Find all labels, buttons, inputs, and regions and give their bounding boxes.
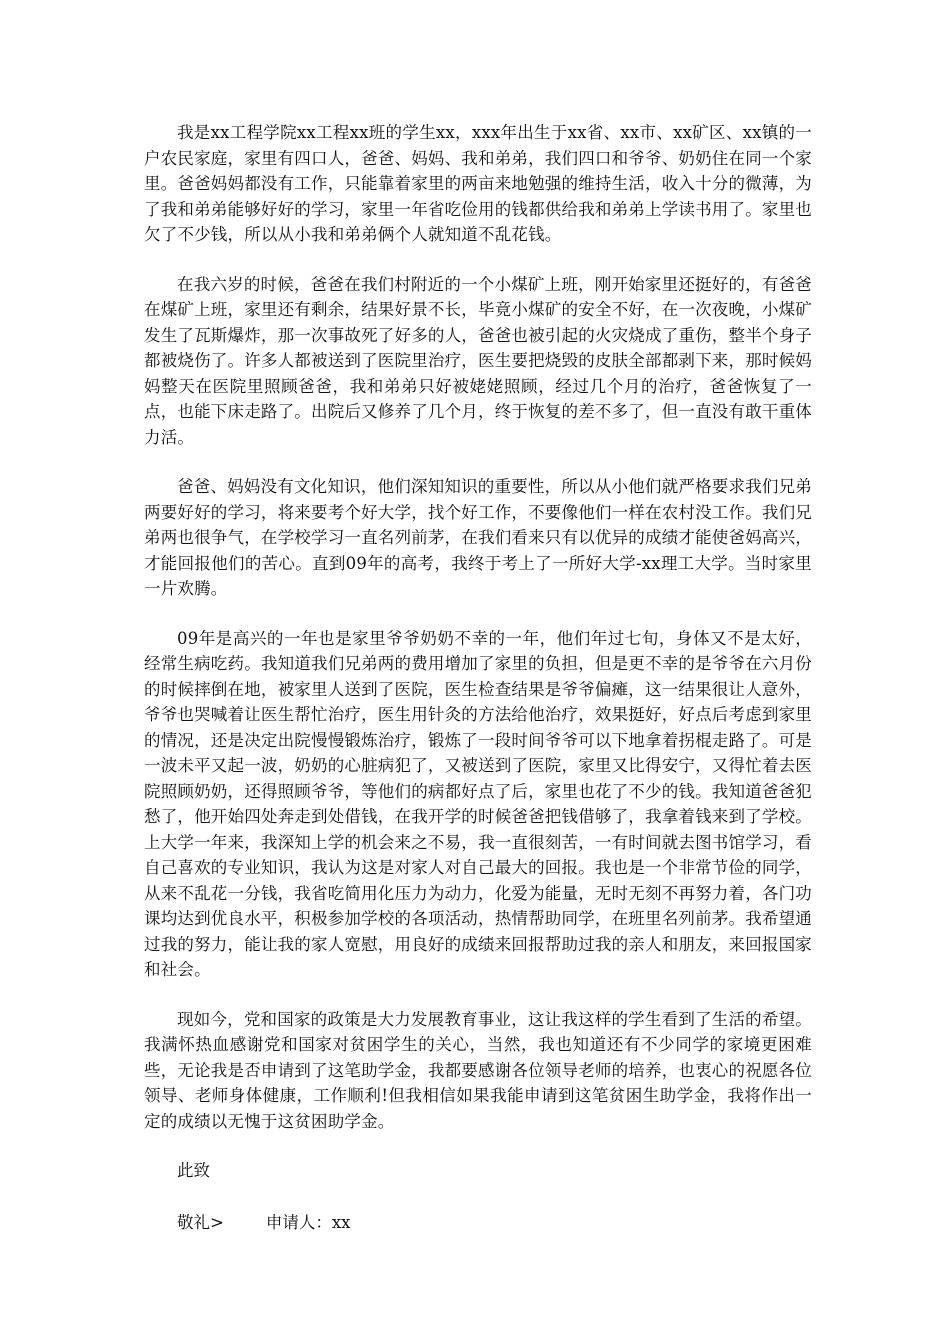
salutation-text: 敬礼> bbox=[177, 1212, 224, 1232]
signature-line bbox=[144, 1210, 812, 1236]
applicant-name: xx bbox=[331, 1212, 351, 1232]
paragraph-2: 在我六岁的时候，爸爸在我们村附近的一个小煤矿上班，刚开始家里还挺好的，有爸爸在煤矿上班，家里还有剩余，结果好景不长，毕竟小煤矿的安全不好，在一次夜晚，小煤矿发生了瓦斯爆炸，那一次事故死了好多的人，爸爸也被引起的火灾烧成了重伤，整半个身子都被烧伤了。许多人都被送到了医院里治疗，医生要把烧毁的皮肤全部都剥下来，那时候妈妈整天在医院里照顾爸爸，我和弟弟只好被姥姥照顾，经过几个月的治疗，爸爸恢复了一点，也能下床走路了。出院后又修养了几个月，终于恢复的差不多了，但一直没有敢干重体力活。 bbox=[144, 274, 812, 447]
applicant-label: 申请人： bbox=[265, 1212, 332, 1232]
letter-body bbox=[144, 120, 812, 1235]
paragraph-4: 09年是高兴的一年也是家里爷爷奶奶不幸的一年，他们年过七旬，身体又不是太好，经常生病吃药。我知道我们兄弟两的费用增加了家里的负担，但是更不幸的是爷爷在六月份的时候摔倒在地，被家里人送到了医院，医生检查结果是爷爷偏瘫，这一结果很让人意外，爷爷也哭喊着让医生帮忙治疗，医生用针灸的方法给他治疗，效果挺好，好点后考虑到家里的情况，还是决定出院慢慢锻炼治疗，锻炼了一段时间爷爷可以下地拿着拐棍走路了。可是一波未平又起一波，奶奶的心脏病犯了，又被送到了医院，家里又比得安宁，又得忙着去医院照顾奶奶，还得照顾爷爷，等他们的病都好点了后，家里也花了不少的钱。我知道爸爸犯愁了，他开始四处奔走到处借钱，在我开学的时候爸爸把钱借够了，我拿着钱来到了学校。上大学一年来，我深知上学的机会来之不易，我一直很刻苦，一有时间就去图书馆学习，看自己喜欢的专业知识，我认为这是对家人对自己最大的回报。我也是一个非常节俭的同学，从来不乱花一分钱，我省吃简用化压力为动力，化爱为能量，无时无刻不再努力着，各门功课均达到优良水平，积极参加学校的各项活动，热情帮助同学，在班里名列前茅。我希望通过我的努力，能让我的家人宽慰，用良好的成绩来回报帮助过我的亲人和朋友，来回报国家和社会。 bbox=[144, 628, 812, 979]
paragraph-3: 爸爸、妈妈没有文化知识，他们深知知识的重要性，所以从小他们就严格要求我们兄弟两要好好的学习，将来要考个好大学，找个好工作，不要像他们一样在农村没工作。我们兄弟两也很争气，在学校学习一直名列前茅，在我们看来只有以优异的成绩才能使爸妈高兴，才能回报他们的苦心。直到09年的高考，我终于考上了一所好大学-xx理工大学。当时家里一片欢腾。 bbox=[144, 477, 812, 598]
paragraph-5: 现如今，党和国家的政策是大力发展教育事业，这让我这样的学生看到了生活的希望。我满怀热血感谢党和国家对贫困学生的关心，当然，我也知道还有不少同学的家境更困难些，无论我是否申请到了这笔助学金，我都要感谢各位领导老师的培养，也衷心的祝愿各位领导、老师身体健康，工作顺利!但我相信如果我能申请到这笔贫困生助学金，我将作出一定的成绩以无愧于这贫困助学金。 bbox=[144, 1009, 812, 1131]
closing-text: 此致 bbox=[177, 1161, 210, 1180]
paragraph-1: 我是xx工程学院xx工程xx班的学生xx，xxx年出生于xx省、xx市、xx矿区、xx镇的一户农民家庭，家里有四口人，爸爸、妈妈、我和弟弟，我们四口和爷爷、奶奶住在同一个家里。爸爸妈妈都没有工作，只能靠着家里的两亩来地勉强的维持生活，收入十分的微薄，为了我和弟弟能够好好的学习，家里一年省吃俭用的钱都供给我和弟弟上学读书用了。家里也欠了不少钱，所以从小我和弟弟俩个人就知道不乱花钱。 bbox=[144, 123, 812, 244]
